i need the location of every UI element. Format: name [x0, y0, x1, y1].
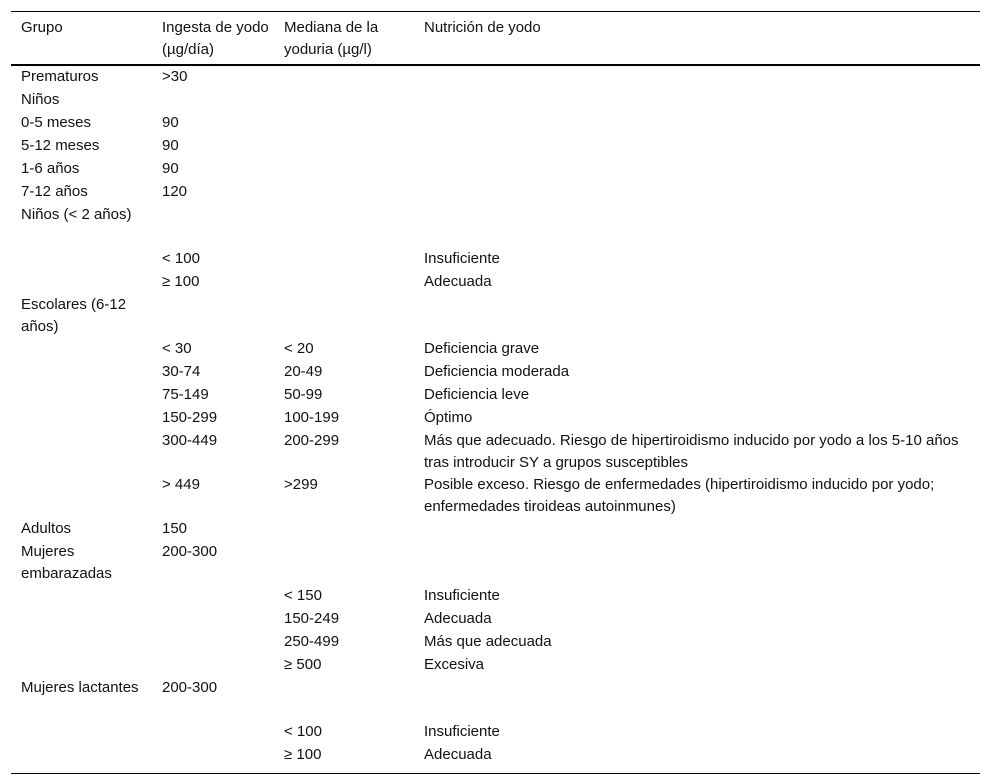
cell-nutricion: Insuficiente — [424, 723, 500, 740]
cell-ingesta: 90 — [162, 160, 179, 177]
cell-mediana: ≥ 100 — [284, 746, 322, 763]
cell-grupo: Prematuros — [21, 68, 99, 85]
cell-grupo: Adultos — [21, 520, 72, 537]
cell-nutricion: Deficiencia grave — [424, 340, 540, 357]
cell-ingesta: < 100 — [162, 250, 200, 267]
cell-nutricion: Insuficiente — [424, 587, 500, 604]
cell-mediana: < 150 — [284, 587, 322, 604]
cell-mediana: ≥ 500 — [284, 656, 322, 673]
cell-nutricion: Adecuada — [424, 273, 492, 290]
cell-mediana: 150-249 — [284, 610, 340, 627]
cell-ingesta: 120 — [162, 183, 188, 200]
cell-nutricion: Posible exceso. Riesgo de enfermedades (hipertiroidismo inducido por yodo; enfermedades tiroideas autoinmunes) — [424, 476, 935, 515]
header-nutricion: Nutrición de yodo — [424, 19, 541, 36]
cell-nutricion: Más que adecuado. Riesgo de hipertiroidismo inducido por yodo a los 5-10 años tras introducir SY a grupos susceptibles — [424, 432, 959, 471]
header-ingesta: Ingesta de yodo (µg/día) — [162, 19, 269, 58]
table-top-rule — [11, 11, 980, 12]
cell-ingesta: 200-300 — [162, 679, 218, 696]
cell-mediana: < 100 — [284, 723, 322, 740]
cell-nutricion: Más que adecuada — [424, 633, 552, 650]
cell-nutricion: Adecuada — [424, 610, 492, 627]
cell-nutricion: Óptimo — [424, 409, 473, 426]
cell-grupo: Niños (< 2 años) — [21, 206, 132, 223]
cell-ingesta: > 449 — [162, 476, 200, 493]
cell-grupo: Escolares (6-12 años) — [21, 296, 127, 335]
cell-ingesta: ≥ 100 — [162, 273, 200, 290]
cell-ingesta: 200-300 — [162, 543, 218, 560]
cell-mediana: < 20 — [284, 340, 314, 357]
cell-nutricion: Excesiva — [424, 656, 485, 673]
cell-nutricion: Insuficiente — [424, 250, 500, 267]
cell-mediana: 20-49 — [284, 363, 323, 380]
header-grupo: Grupo — [21, 19, 63, 36]
cell-mediana: 100-199 — [284, 409, 340, 426]
cell-ingesta: >30 — [162, 68, 188, 85]
cell-ingesta: 150 — [162, 520, 188, 537]
cell-nutricion: Adecuada — [424, 746, 492, 763]
cell-grupo: Niños — [21, 91, 60, 108]
header-mediana: Mediana de la yoduria (µg/l) — [284, 19, 379, 58]
cell-ingesta: 90 — [162, 114, 179, 131]
cell-ingesta: 75-149 — [162, 386, 209, 403]
cell-grupo: Mujeres embarazadas — [21, 543, 112, 582]
cell-grupo: 7-12 años — [21, 183, 88, 200]
cell-ingesta: < 30 — [162, 340, 192, 357]
cell-mediana: 50-99 — [284, 386, 323, 403]
cell-ingesta: 30-74 — [162, 363, 201, 380]
cell-grupo: 5-12 meses — [21, 137, 100, 154]
cell-grupo: 1-6 años — [21, 160, 80, 177]
cell-ingesta: 150-299 — [162, 409, 218, 426]
cell-mediana: >299 — [284, 476, 318, 493]
cell-mediana: 250-499 — [284, 633, 340, 650]
cell-nutricion: Deficiencia moderada — [424, 363, 570, 380]
header-rule — [11, 64, 980, 66]
cell-grupo: 0-5 meses — [21, 114, 92, 131]
cell-grupo: Mujeres lactantes — [21, 679, 139, 696]
cell-ingesta: 300-449 — [162, 432, 218, 449]
cell-nutricion: Deficiencia leve — [424, 386, 530, 403]
table-bottom-rule — [11, 773, 980, 774]
cell-ingesta: 90 — [162, 137, 179, 154]
cell-mediana: 200-299 — [284, 432, 340, 449]
